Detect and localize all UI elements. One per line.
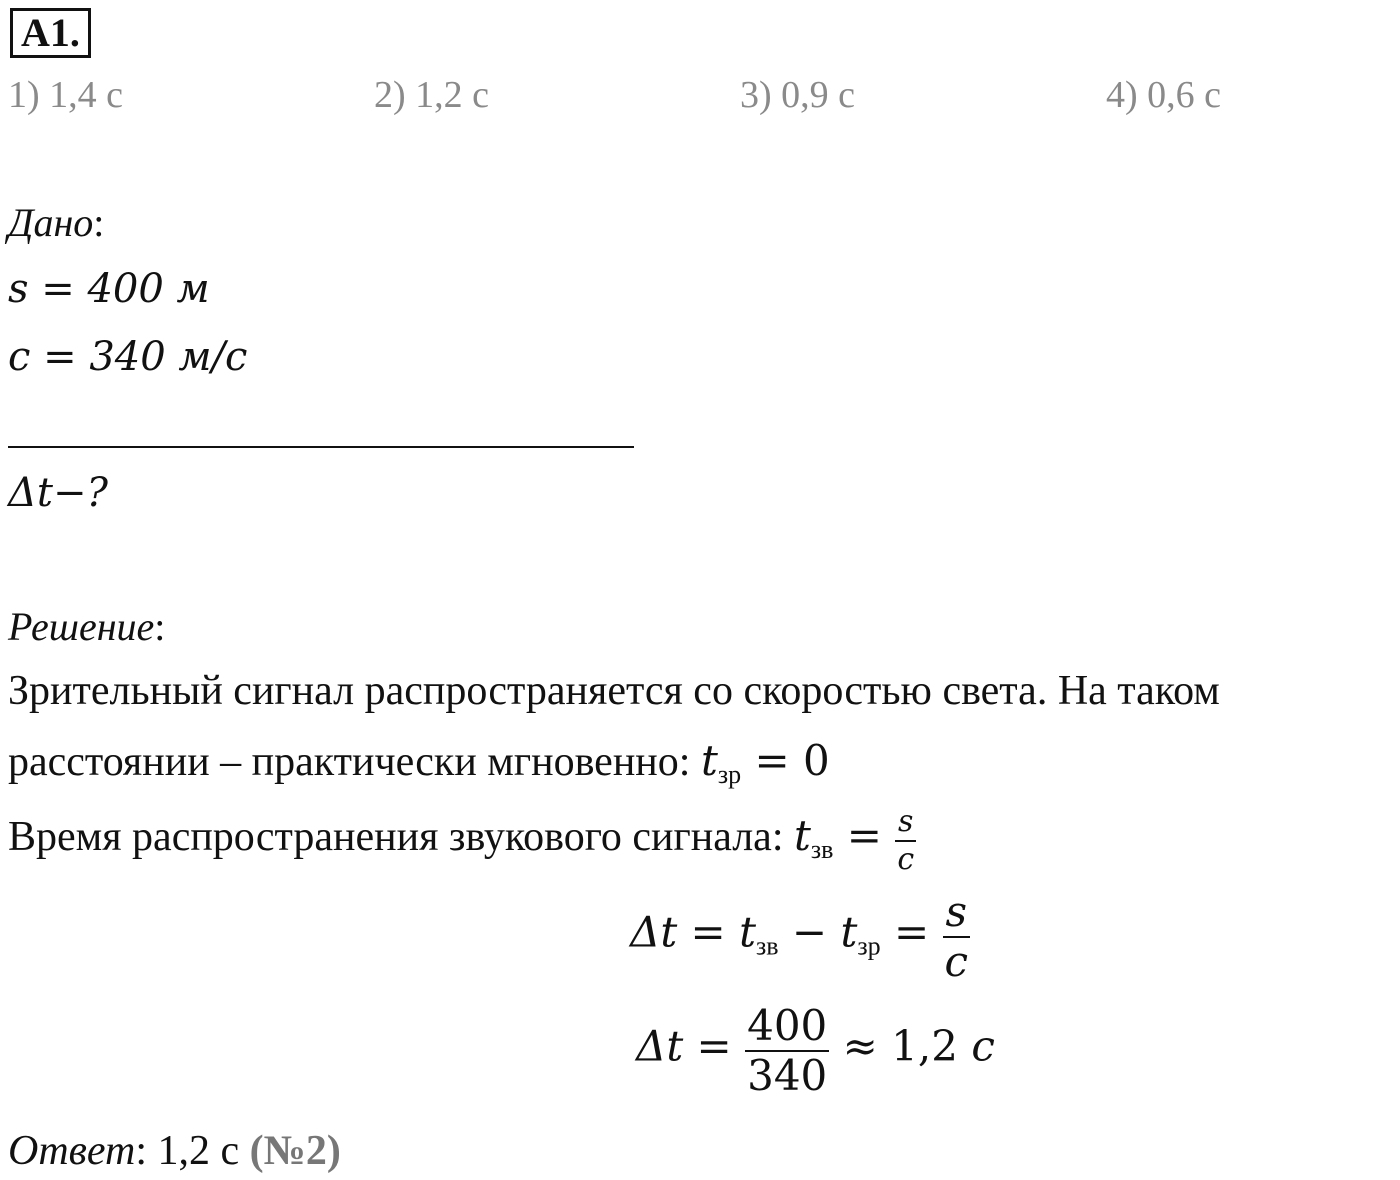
p3-num: s — [898, 804, 914, 839]
eq1-minus: − — [778, 907, 841, 957]
solution-heading — [8, 600, 165, 654]
find-unknown: Δt−? — [8, 470, 108, 516]
solution-colon: : — [154, 604, 166, 649]
answer-label: Ответ — [8, 1128, 136, 1174]
solution-paragraph-2 — [8, 734, 830, 802]
eq2-fraction — [745, 1001, 829, 1101]
eq2-unit: c — [971, 1021, 995, 1071]
p2-sub: зр — [717, 760, 742, 789]
eq1-sub2: зр — [857, 931, 881, 961]
p2-text: расстоянии – практически мгновенно: — [8, 739, 701, 785]
eq2-lhs: Δt = — [636, 1021, 746, 1071]
option-2: 2) 1,2 с — [374, 74, 490, 116]
given-heading — [8, 196, 104, 250]
answer-colon: : — [135, 1128, 158, 1174]
p2-eq: = 0 — [741, 736, 830, 785]
p3-fraction — [895, 806, 916, 875]
answer-ref: (№2) — [249, 1128, 341, 1174]
solution-title: Решение — [8, 604, 155, 649]
p3-text: Время распространения звукового сигнала: — [8, 814, 794, 861]
given-speed: c = 340 м/с — [8, 334, 248, 380]
solution-paragraph-3 — [8, 806, 916, 877]
given-distance: s = 400 м — [8, 266, 210, 312]
equation-1 — [630, 887, 970, 987]
eq1-den: c — [944, 937, 969, 987]
eq2-rhs: ≈ 1,2 — [829, 1021, 972, 1071]
equation-2 — [636, 1001, 995, 1101]
p3-sub: зв — [810, 835, 834, 865]
eq1-lhs: Δt = — [630, 907, 740, 957]
eq1-num: s — [945, 887, 968, 936]
option-4: 4) 0,6 с — [1106, 74, 1222, 116]
given-colon: : — [93, 200, 105, 245]
option-1: 1) 1,4 с — [8, 74, 124, 116]
question-number: A1. — [10, 8, 91, 58]
option-3: 3) 0,9 с — [740, 74, 856, 116]
eq1-fraction — [943, 887, 971, 987]
p3-den: c — [897, 841, 915, 877]
answer-value: 1,2 с — [157, 1128, 250, 1174]
eq1-eq: = — [880, 907, 943, 957]
answer-line — [8, 1124, 341, 1178]
p3-var: t — [793, 811, 811, 861]
p3-eq: = — [833, 811, 896, 861]
given-title: Дано — [8, 200, 94, 245]
eq2-den: 340 — [747, 1051, 828, 1101]
eq1-t1: t — [739, 907, 756, 957]
eq1-t2: t — [840, 907, 858, 957]
eq1-sub1: зв — [756, 931, 779, 961]
solution-paragraph-1: Зрительный сигнал распространяется со скоростью света. На таком — [8, 668, 1220, 714]
p2-var: t — [700, 736, 718, 785]
given-divider — [8, 446, 634, 448]
eq2-num: 400 — [747, 1001, 828, 1050]
